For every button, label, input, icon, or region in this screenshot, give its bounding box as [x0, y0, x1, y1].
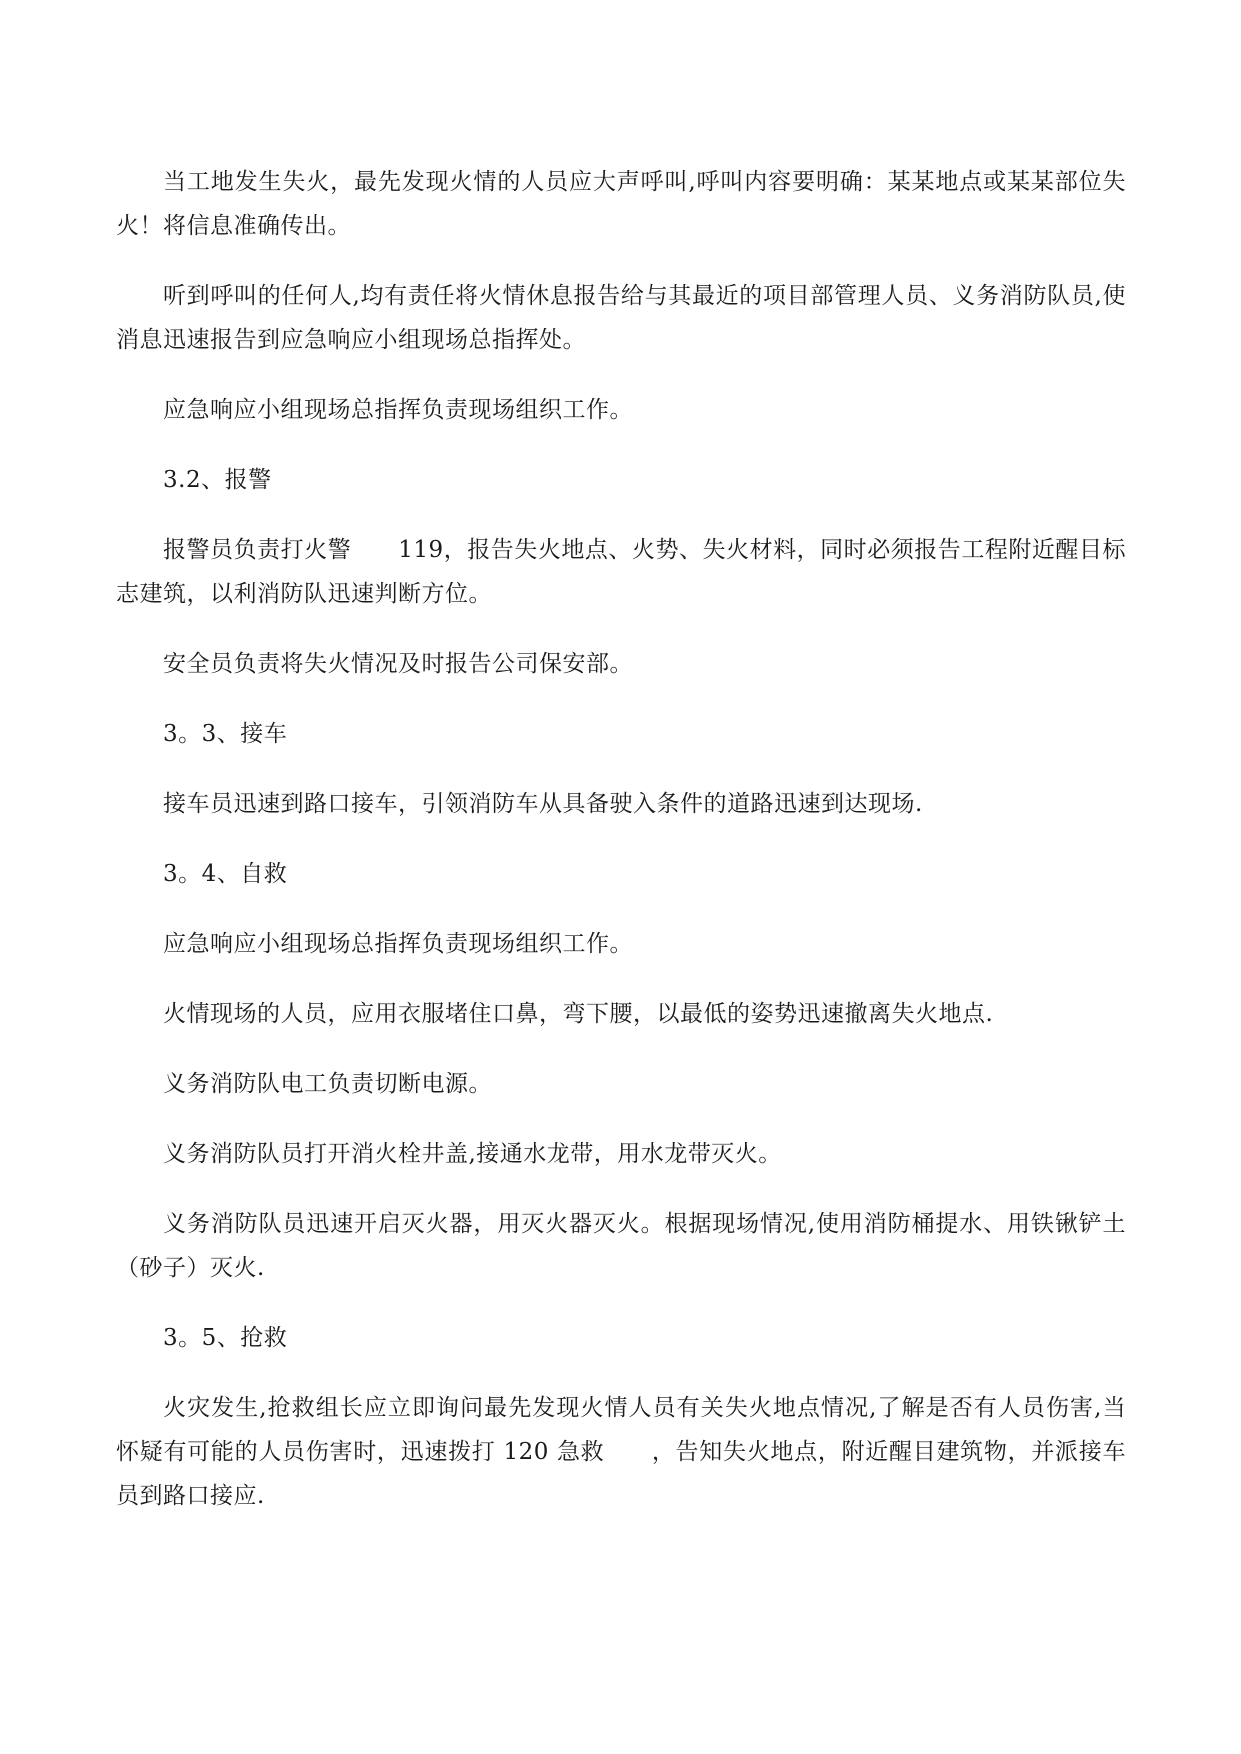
- paragraph-safety-officer: 安全员负责将失火情况及时报告公司保安部。: [163, 651, 633, 677]
- paragraph-extinguisher: 义务消防队员迅速开启灭火器，用灭火器灭火。根据现场情况,使用消防桶提水、用铁锹铲土（砂子）灭火.: [116, 1211, 1126, 1281]
- paragraph-report-to-command: 听到呼叫的任何人,均有责任将火情休息报告给与其最近的项目部管理人员、义务消防队员,使消息迅速报告到应急响应小组现场总指挥处。: [116, 283, 1126, 353]
- section-heading-alarm: 3.2、报警: [163, 467, 272, 493]
- section-heading-self-rescue: 3。4、自救: [163, 861, 288, 887]
- paragraph-call-119: 报警员负责打火警 119，报告失火地点、火势、失火材料，同时必须报告工程附近醒目标志建筑，以利消防队迅速判断方位。: [116, 537, 1126, 607]
- paragraph-commander-duty: 应急响应小组现场总指挥负责现场组织工作。: [163, 397, 633, 423]
- paragraph-meet-truck: 接车员迅速到路口接车，引领消防车从具备驶入条件的道路迅速到达现场.: [163, 791, 923, 817]
- document-body: [116, 160, 1126, 1544]
- paragraph-call-120: 火灾发生,抢救组长应立即询问最先发现火情人员有关失火地点情况,了解是否有人员伤害,当怀疑有可能的人员伤害时，迅速拨打 120 急救 ，告知失火地点，附近醒目建筑物，并派接车员到路口接应.: [116, 1395, 1126, 1509]
- paragraph-cut-power: 义务消防队电工负责切断电源。: [163, 1071, 492, 1097]
- paragraph-fire-alarm-shout: 当工地发生失火，最先发现火情的人员应大声呼叫,呼叫内容要明确：某某地点或某某部位失火！将信息准确传出。: [116, 169, 1126, 239]
- paragraph-commander-duty-2: 应急响应小组现场总指挥负责现场组织工作。: [163, 931, 633, 957]
- section-heading-meet-truck: 3。3、接车: [163, 721, 288, 747]
- section-heading-rescue: 3。5、抢救: [163, 1325, 288, 1351]
- paragraph-evacuate: 火情现场的人员，应用衣服堵住口鼻，弯下腰，以最低的姿势迅速撤离失火地点.: [163, 1001, 994, 1027]
- paragraph-hydrant: 义务消防队员打开消火栓井盖,接通水龙带，用水龙带灭火。: [163, 1141, 782, 1167]
